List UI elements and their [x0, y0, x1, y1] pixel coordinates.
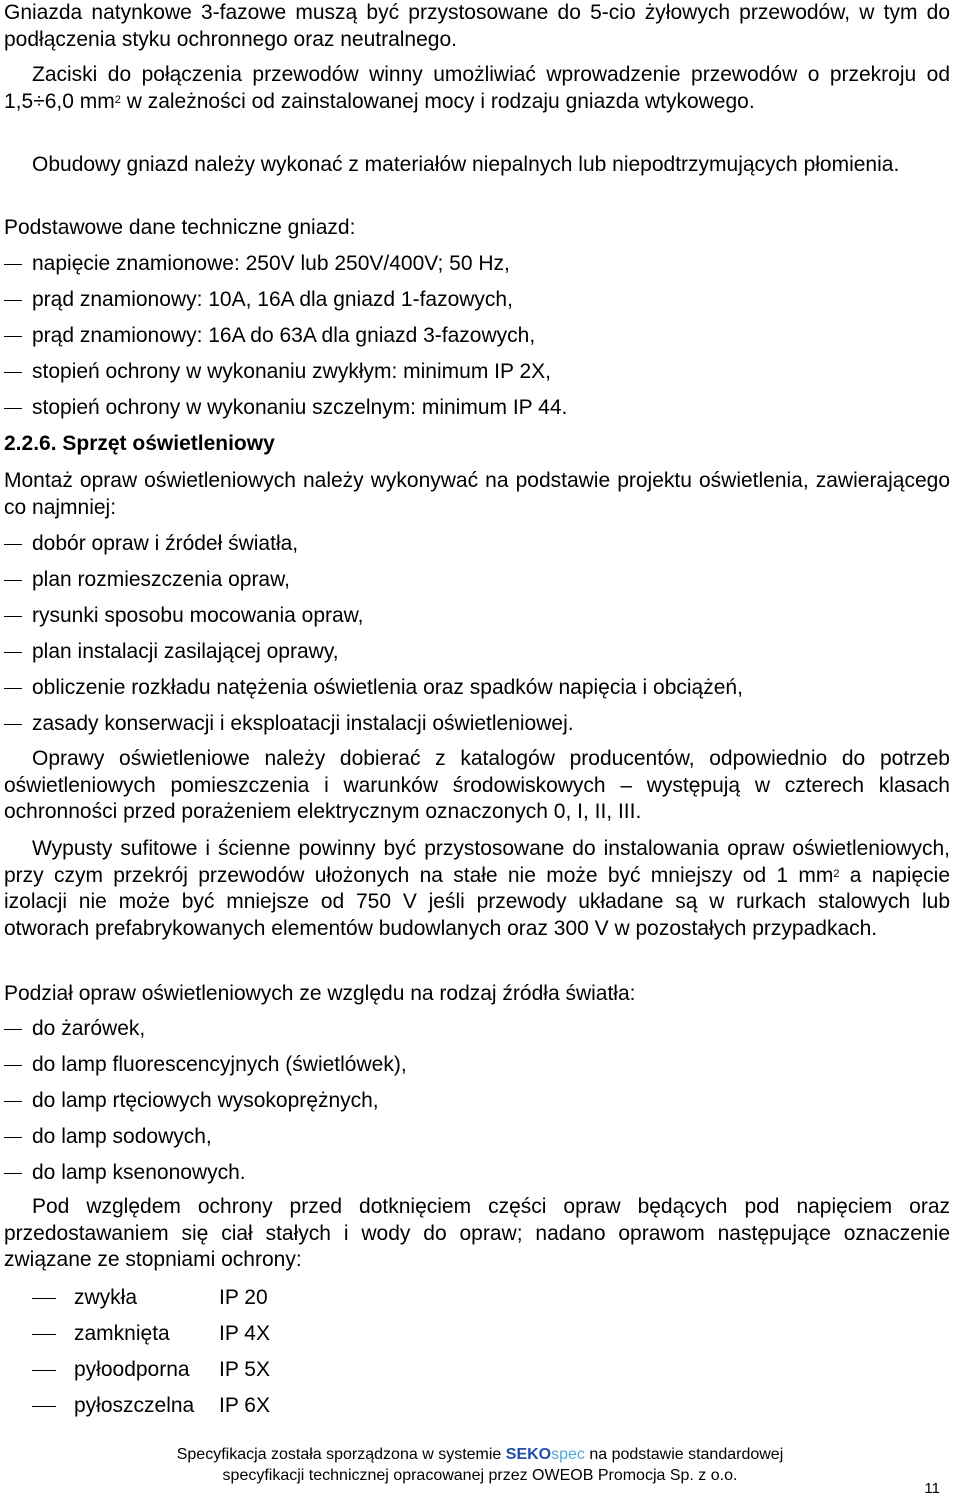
list-item: zwykła IP 20 [4, 1285, 950, 1321]
page-footer [0, 1444, 960, 1486]
paragraph-fixtures: Oprawy oświetleniowe należy dobierać z katalogów producentów, odpowiednio do potrzeb oświetleniowych pomieszczenia i warunków środowiskowych – występują w czterech klasach ochronności przed porażeniem elektrycznym oznaczonych 0, I, II, III. [4, 747, 950, 823]
list-item: do lamp ksenonowych. [4, 1160, 950, 1196]
page-number: 11 [924, 1480, 940, 1497]
footer-line-2: specyfikacji technicznej opracowanej przez OWEOB Promocja Sp. z o.o. [222, 1467, 738, 1484]
list-item: plan rozmieszczenia opraw, [4, 567, 950, 603]
paragraph-sockets-3phase: Gniazda natynkowe 3-fazowe muszą być przystosowane do 5-cio żyłowych przewodów, w tym do podłączenia styku ochronnego oraz neutralnego. [4, 1, 950, 51]
list-item: plan instalacji zasilającej oprawy, [4, 639, 950, 675]
sockets-spec-list [4, 251, 950, 431]
paragraph-protection: Pod względem ochrony przed dotknięciem części opraw będących pod napięciem oraz przedostawaniem się ciał stałych i wody do opraw; nadano oprawom następujące oznaczenie związane ze stopniami ochrony: [4, 1195, 950, 1271]
section-heading: 2.2.6. Sprzęt oświetleniowy [4, 432, 275, 455]
sekospec-logo-suffix: spec [551, 1446, 585, 1463]
list-item: rysunki sposobu mocowania opraw, [4, 603, 950, 639]
light-source-list [4, 1016, 950, 1196]
paragraph-outlets: Wypusty sufitowe i ścienne powinny być przystosowane do instalowania opraw oświetleniowych, przy czym przekrój przewodów ułożonych na stałe nie może być mniejszy od 1 $mm^2$ a napięcie izolacji nie może być mniejsze od 750 V jeśli przewody układane są w rurkach stalowych lub otworach prefabrykowanych elementów budowlanych oraz 300 V w pozostałych przypadkach. [4, 837, 951, 940]
protection-list [4, 1285, 950, 1429]
list-item: pyłoszczelna IP 6X [4, 1393, 950, 1429]
division-intro: Podział opraw oświetleniowych ze względu na rodzaj źródła światła: [4, 982, 636, 1005]
list-item: zamknięta IP 4X [4, 1321, 950, 1357]
paragraph-housings: Obudowy gniazd należy wykonać z materiałów niepalnych lub niepodtrzymujących płomienia. [32, 153, 900, 176]
list-item: do żarówek, [4, 1016, 950, 1052]
footer-line-1: Specyfikacja została sporządzona w systemie SEKOspec na podstawie standardowej [176, 1446, 784, 1463]
lighting-project-list [4, 531, 950, 747]
sekospec-logo: SEKO [505, 1446, 552, 1463]
list-item: stopień ochrony w wykonaniu zwykłym: minimum IP 2X, [4, 359, 950, 395]
list-item: do lamp sodowych, [4, 1124, 950, 1160]
list-item: zasady konserwacji i eksploatacji instalacji oświetleniowej. [4, 711, 950, 747]
paragraph-terminals: Zaciski do połączenia przewodów winny umożliwiać wprowadzenie przewodów o przekroju od 1,5÷6,0 $mm^2$ w zależności od zainstalowanej mocy i rodzaju gniazda wtykowego. [4, 63, 950, 113]
list-item: do lamp rtęciowych wysokoprężnych, [4, 1088, 950, 1124]
list-item: prąd znamionowy: 10A, 16A dla gniazd 1-fazowych, [4, 287, 950, 323]
list-item: prąd znamionowy: 16A do 63A dla gniazd 3-fazowych, [4, 323, 950, 359]
list-item: napięcie znamionowe: 250V lub 250V/400V; 50 Hz, [4, 251, 950, 287]
list-item: do lamp fluorescencyjnych (świetlówek), [4, 1052, 950, 1088]
list-item: stopień ochrony w wykonaniu szczelnym: minimum IP 44. [4, 395, 950, 431]
list-item: obliczenie rozkładu natężenia oświetlenia oraz spadków napięcia i obciążeń, [4, 675, 950, 711]
sockets-intro: Podstawowe dane techniczne gniazd: [4, 216, 356, 239]
lighting-intro: Montaż opraw oświetleniowych należy wykonywać na podstawie projektu oświetlenia, zawierającego co najmniej: [4, 469, 950, 519]
list-item: dobór opraw i źródeł światła, [4, 531, 950, 567]
list-item: pyłoodporna IP 5X [4, 1357, 950, 1393]
